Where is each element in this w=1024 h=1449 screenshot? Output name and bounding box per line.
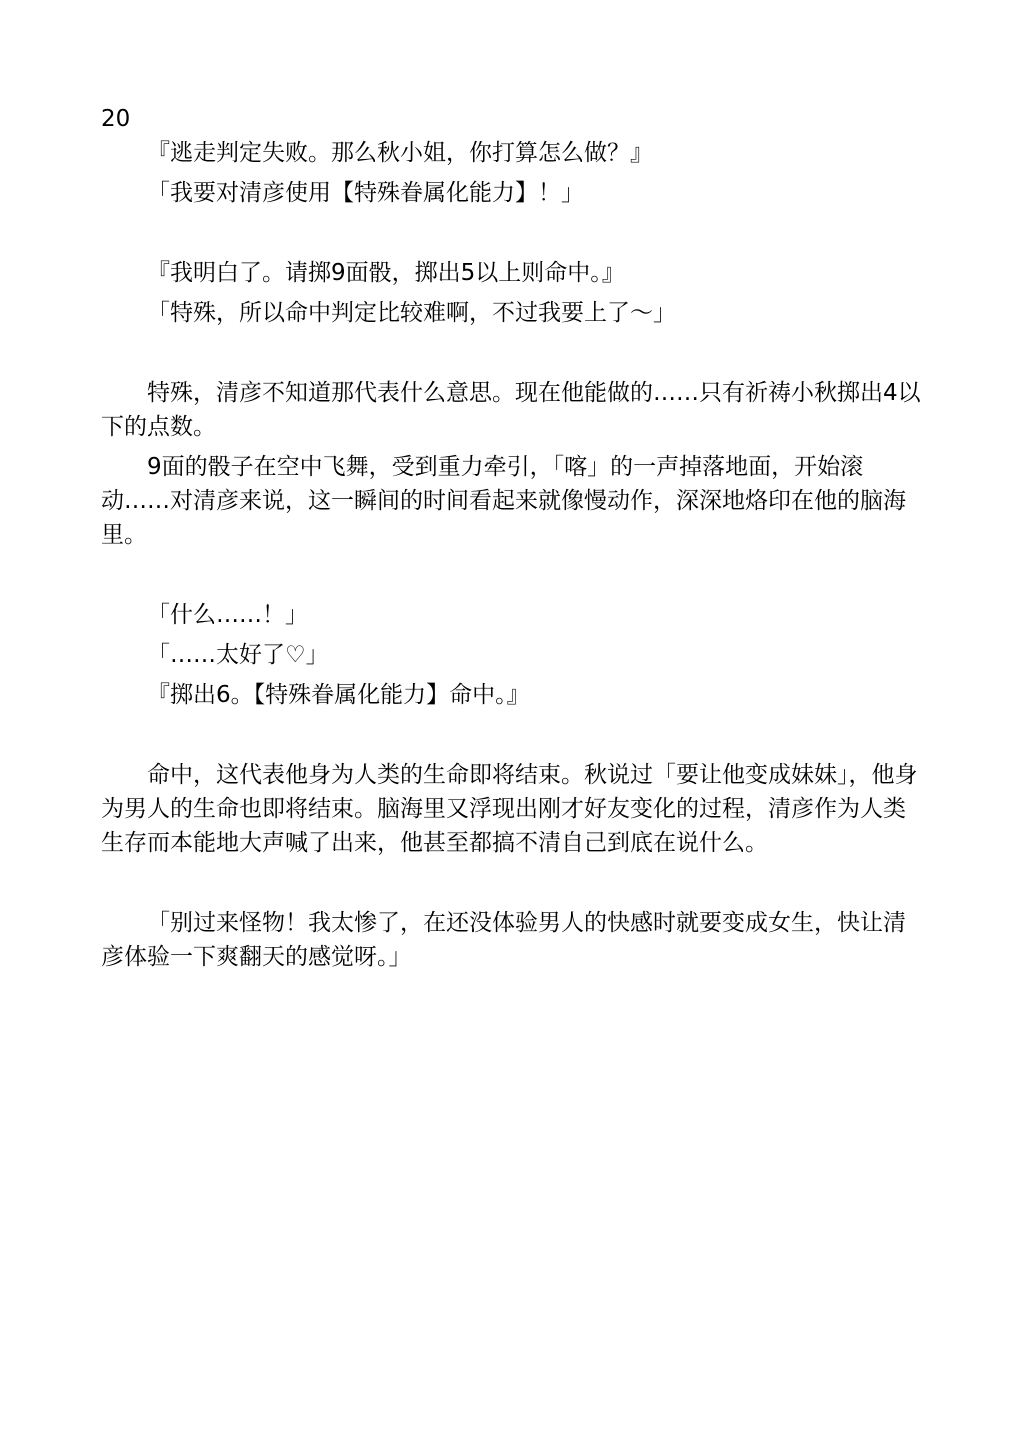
- page-number: 20: [101, 106, 131, 132]
- text-body: [101, 102, 921, 974]
- dialogue-line: 『掷出6。【特殊眷属化能力】命中。』: [147, 682, 530, 708]
- dialogue-line: 「我要对清彦使用【特殊眷属化能力】！」: [147, 180, 584, 206]
- narration-paragraph: 9面的骰子在空中飞舞，受到重力牵引，「喀」的一声掉落地面，开始滚动……对清彦来说，这一瞬间的时间看起来就像慢动作，深深地烙印在他的脑海里。: [101, 454, 906, 548]
- narration-paragraph: 特殊，清彦不知道那代表什么意思。现在他能做的……只有祈祷小秋掷出4以下的点数。: [101, 380, 921, 440]
- dialogue-line: 『我明白了。请掷9面骰，掷出5以上则命中。』: [147, 260, 625, 286]
- dialogue-line: 「……太好了♡」: [147, 642, 329, 668]
- narration-paragraph: 命中，这代表他身为人类的生命即将结束。秋说过「要让他变成妹妹」，他身为男人的生命也即将结束。脑海里又浮现出刚才好友变化的过程，清彦作为人类生存而本能地大声喊了出来，他甚至都搞不清自己到底在说什么。: [101, 762, 918, 856]
- dialogue-line: 「特殊，所以命中判定比较难啊，不过我要上了～」: [147, 300, 676, 326]
- dialogue-paragraph: 「别过来怪物！我太惨了，在还没体验男人的快感时就要变成女生，快让清彦体验一下爽翻天的感觉呀。」: [101, 910, 906, 970]
- dialogue-line: 『逃走判定失败。那么秋小姐，你打算怎么做？』: [147, 140, 653, 166]
- dialogue-line: 「什么……！」: [147, 602, 308, 628]
